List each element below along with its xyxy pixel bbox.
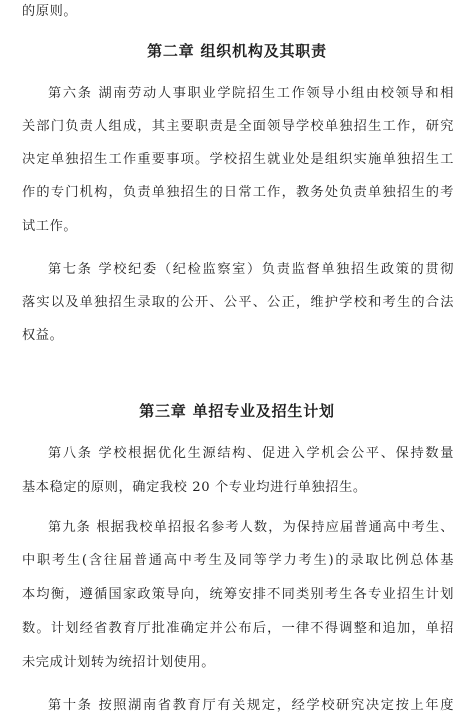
article-6-line: 关部门负责人组成，其主要职责是全面领导学校单独招生工作，研究 xyxy=(22,119,454,134)
article-9-line: 中职考生(含往届普通高中考生及同等学力考生)的录取比例总体基 xyxy=(22,553,454,568)
chapter-3-heading: 第三章 单招专业及招生计划 xyxy=(139,402,335,420)
article-10-line: 第十条 按照湖南省教育厅有关规定，经学校研究决定按上年度 xyxy=(48,698,454,713)
article-6-line: 作的专门机构，负责单独招生的日常工作，教务处负责单独招生的考 xyxy=(22,185,454,200)
previous-paragraph-tail: 的原则。 xyxy=(22,4,78,19)
article-6-line: 试工作。 xyxy=(22,219,78,234)
article-8-line: 基本稳定的原则，确定我校 20 个专业均进行单独招生。 xyxy=(22,480,367,495)
article-9-line: 数。计划经省教育厅批准确定并公布后，一律不得调整和追加，单招 xyxy=(22,621,454,636)
chapter-2-heading: 第二章 组织机构及其职责 xyxy=(147,42,327,60)
article-9-line: 未完成计划转为统招计划使用。 xyxy=(22,655,216,670)
article-7-line: 权益。 xyxy=(22,328,64,343)
article-6-line: 决定单独招生工作重要事项。学校招生就业处是组织实施单独招生工 xyxy=(22,152,454,167)
article-7-line: 落实以及单独招生录取的公开、公平、公正，维护学校和考生的合法 xyxy=(22,295,454,310)
article-6-line: 第六条 湖南劳动人事职业学院招生工作领导小组由校领导和相 xyxy=(48,86,454,101)
article-7-line: 第七条 学校纪委（纪检监察室）负责监督单独招生政策的贯彻 xyxy=(48,262,454,277)
article-8-line: 第八条 学校根据优化生源结构、促进入学机会公平、保持数量 xyxy=(48,446,454,461)
article-9-line: 本均衡，遵循国家政策导向，统筹安排不同类别考生各专业招生计划 xyxy=(22,587,454,602)
article-9-line: 第九条 根据我校单招报名参考人数，为保持应届普通高中考生、 xyxy=(48,520,454,535)
